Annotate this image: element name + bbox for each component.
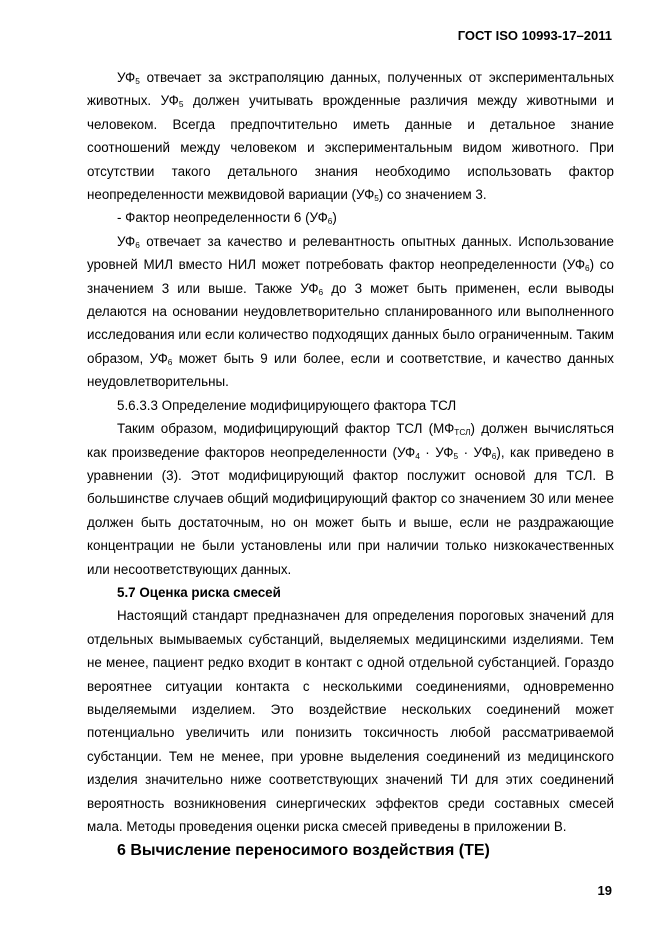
paragraph-mixture-risk: Настоящий стандарт предназначен для определения пороговых значений для отдельных вымываемых субстанций, выделяемых медицинскими изделиями. Тем не менее, пациент редко входит в контакт с одной отдельной субстанцией. Гораздо вероятнее ситуации контакта с несколькими соединениями, одновременно выделяемыми изделием. Это воздействие нескольких соединений может потенциально увеличить или понизить токсичность любой рассматриваемой субстанции. Тем не менее, при уровне выделения соединений из медицинского изделия значительно ниже соответствующих значений ТИ для этих соединений вероятность возникновения синергических эффектов среди составных смесей мала. Методы проведения оценки риска смесей приведены в приложении В. bbox=[87, 608, 614, 834]
document-header: ГОСТ ISO 10993-17–2011 bbox=[457, 28, 612, 43]
section-heading-5-7: 5.7 Оценка риска смесей bbox=[117, 584, 281, 600]
subsection-heading-5633: 5.6.3.3 Определение модифицирующего фактора ТСЛ bbox=[117, 397, 457, 413]
paragraph-modifying-factor: Таким образом, модифицирующий фактор ТСЛ $(МФ_{ТСЛ})$ должен вычисляться как произведение факторов неопределенности $(УФ_4 \cdot УФ_5 \cdot УФ_6)$, как приведено в уравнении (3). Этот модифицирующий фактор послужит основой для ТСЛ. В большинстве случаев общий модифицирующий фактор со значением 30 или менее должен быть достаточным, но он может быть и выше, если не раздражающие концентрации не были установлены или при наличии только низкокачественных или несоответствующих данных. bbox=[87, 421, 614, 577]
document-body bbox=[87, 66, 614, 838]
list-item-uf6: - Фактор неопределенности 6 $(УФ_6)$ bbox=[117, 210, 337, 227]
paragraph-uf6: $УФ_6$ отвечает за качество и релевантность опытных данных. Использование уровней МИЛ вместо НИЛ может потребовать фактор неопределенности $(УФ_6)$ со значением 3 или выше. Также $УФ_6$ до 3 может быть применен, если выводы делаются на основании неудовлетворительно спланированного или выполненного исследования или если количество подходящих данных было ограниченным. Таким образом, $УФ_6$ может быть 9 или более, если и соответствие, и качество данных неудовлетворительны. bbox=[87, 233, 614, 390]
page-number: 19 bbox=[597, 883, 612, 898]
section-heading-6: 6 Вычисление переносимого воздействия (ТЕ) bbox=[117, 842, 490, 859]
paragraph-uf5: $УФ_5$ отвечает за экстраполяцию данных, полученных от экспериментальных животных. $УФ_5$ должен учитывать врожденные различия между животными и человеком. Всегда предпочтительно иметь данные и детальное знание соотношений между человеком и экспериментальным видом животного. При отсутствии такого детального знания необходимо использовать фактор неопределенности межвидовой вариации $(УФ_5)$ со значением 3. bbox=[87, 70, 614, 204]
